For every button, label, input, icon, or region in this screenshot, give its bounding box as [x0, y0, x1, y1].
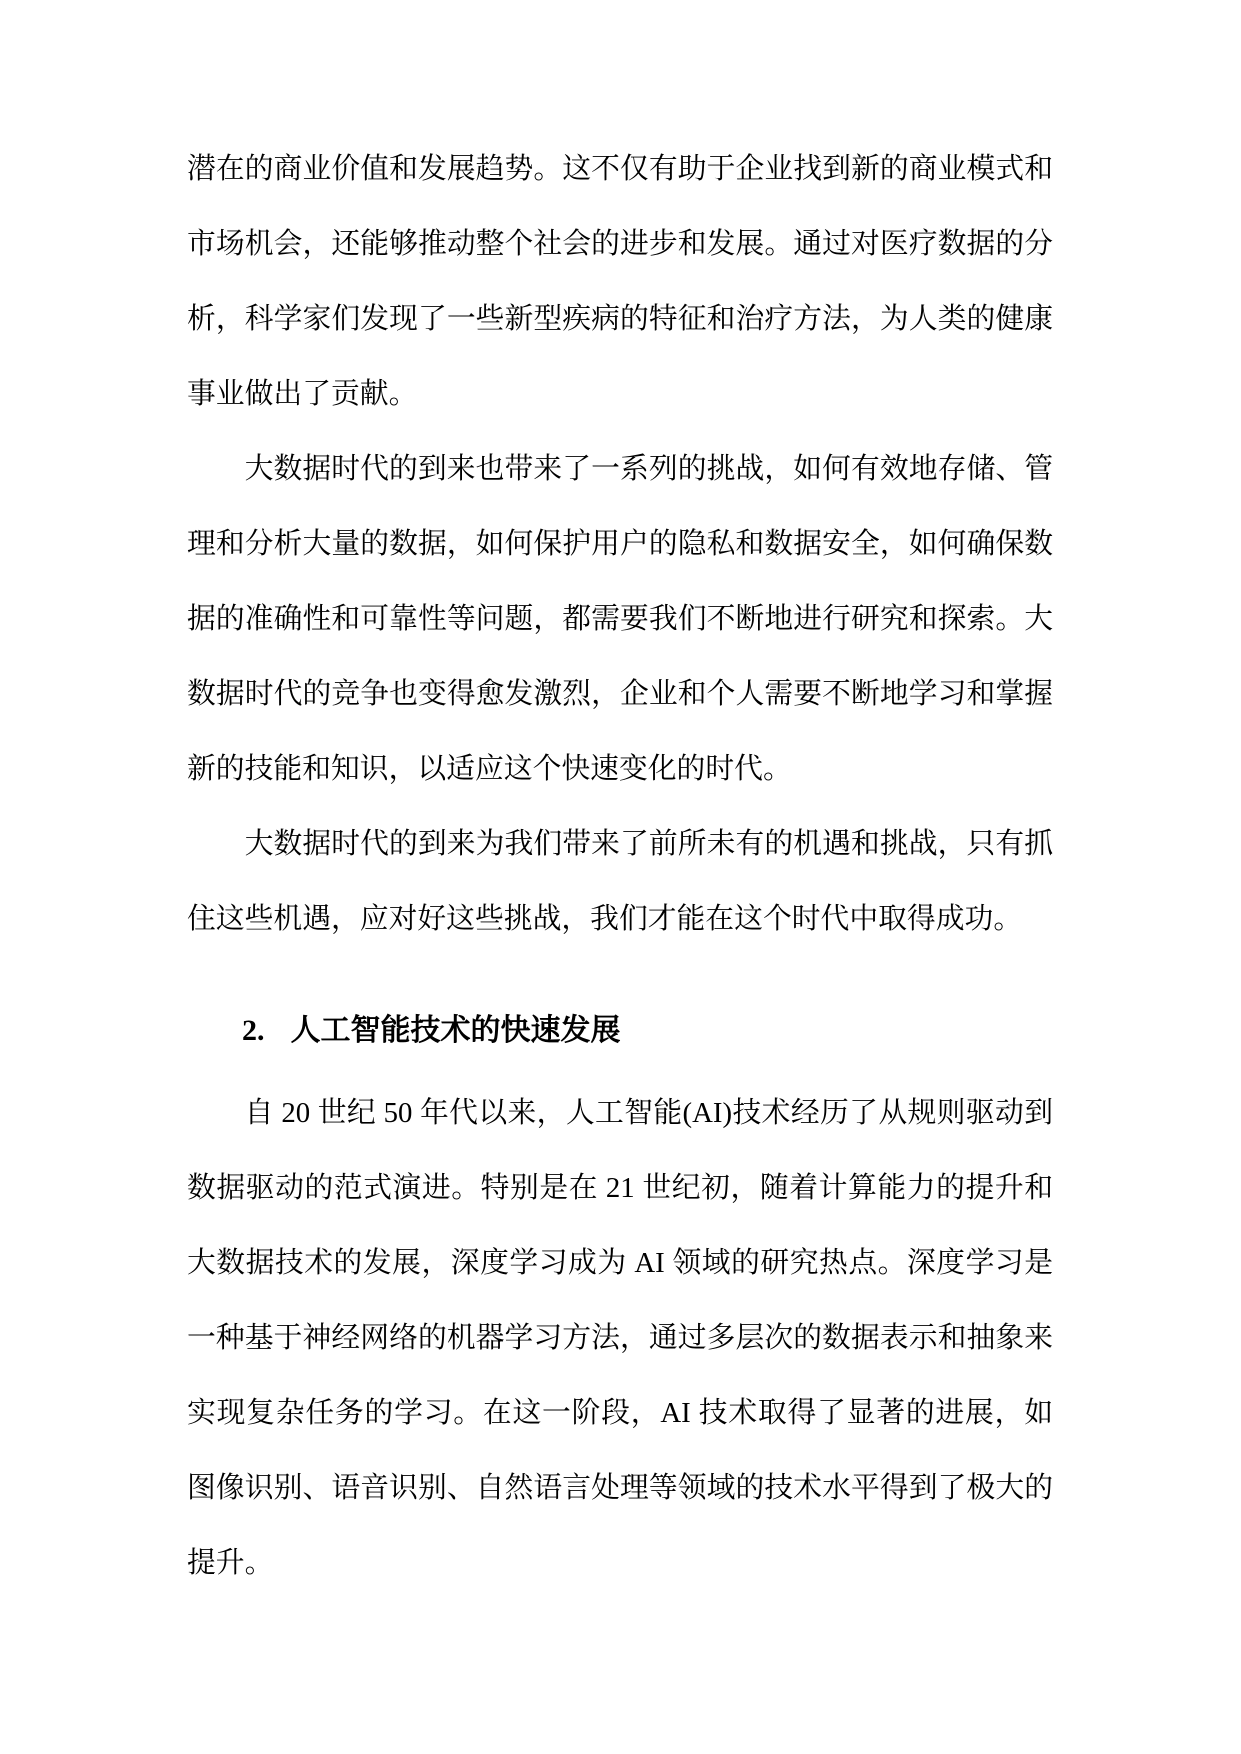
text-line: 大数据时代的到来也带来了一系列的挑战，如何有效地存储、管 [244, 453, 1053, 485]
para-bigdata-challenges [187, 432, 1053, 807]
text-line: 新的技能和知识，以适应这个快速变化的时代。 [187, 753, 792, 785]
text-line: 大数据技术的发展，深度学习成为 AI 领域的研究热点。深度学习是 [187, 1247, 1053, 1279]
text-line: 大数据时代的到来为我们带来了前所未有的机遇和挑战，只有抓 [244, 828, 1053, 860]
text-line: 一种基于神经网络的机器学习方法，通过多层次的数据表示和抽象来 [187, 1322, 1053, 1354]
heading-ai-rapid-development [242, 993, 1053, 1068]
text-line: 数据驱动的范式演进。特别是在 21 世纪初，随着计算能力的提升和 [187, 1172, 1053, 1204]
document-body [187, 132, 1053, 1601]
text-line: 提升。 [187, 1547, 274, 1579]
text-line: 潜在的商业价值和发展趋势。这不仅有助于企业找到新的商业模式和 [187, 153, 1053, 185]
text-line: 数据时代的竞争也变得愈发激烈，企业和个人需要不断地学习和掌握 [187, 678, 1053, 710]
text-line: 事业做出了贡献。 [187, 378, 418, 410]
para-business-value [187, 132, 1053, 432]
heading-text: 人工智能技术的快速发展 [290, 1014, 621, 1047]
para-ai-history [187, 1076, 1053, 1601]
text-line: 市场机会，还能够推动整个社会的进步和发展。通过对医疗数据的分 [187, 228, 1053, 260]
text-line: 析，科学家们发现了一些新型疾病的特征和治疗方法，为人类的健康 [187, 303, 1053, 335]
text-line: 实现复杂任务的学习。在这一阶段，AI 技术取得了显著的进展，如 [187, 1397, 1053, 1429]
para-opportunities [187, 807, 1053, 957]
text-line: 理和分析大量的数据，如何保护用户的隐私和数据安全，如何确保数 [187, 528, 1053, 560]
text-line: 住这些机遇，应对好这些挑战，我们才能在这个时代中取得成功。 [187, 903, 1023, 935]
text-line: 自 20 世纪 50 年代以来，人工智能(AI)技术经历了从规则驱动到 [244, 1097, 1053, 1129]
text-line: 图像识别、语音识别、自然语言处理等领域的技术水平得到了极大的 [187, 1472, 1053, 1504]
text-line: 据的准确性和可靠性等问题，都需要我们不断地进行研究和探索。大 [187, 603, 1053, 635]
heading-number: 2. [242, 1014, 265, 1047]
